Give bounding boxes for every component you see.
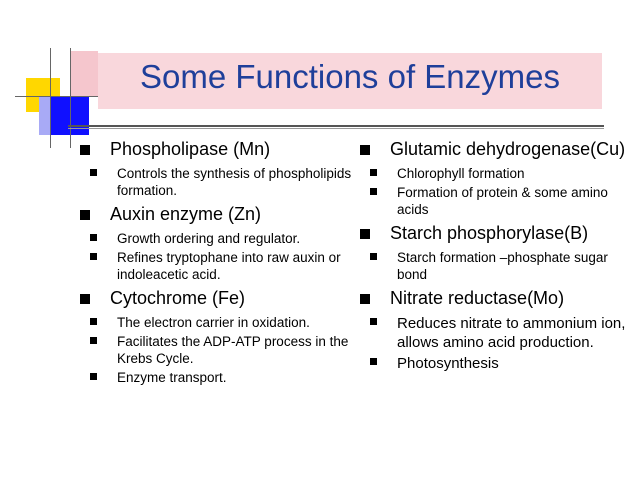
enzyme-function: Photosynthesis [397, 355, 499, 372]
enzyme-heading: Glutamic dehydrogenase(Cu) [390, 139, 626, 159]
enzyme-function: Starch formation –phosphate sugar bond [397, 250, 608, 282]
square-bullet-icon [90, 373, 97, 380]
title-rule [68, 125, 604, 127]
enzyme-function: Refines tryptophane into raw auxin or indoleacetic acid. [117, 250, 341, 282]
enzyme-heading: Cytochrome (Fe) [110, 288, 246, 308]
list-subitem [370, 184, 635, 218]
list-subitem [90, 333, 360, 367]
square-bullet-icon [80, 145, 90, 155]
enzyme-function: Reduces nitrate to ammonium ion, allows amino acid production. [397, 315, 626, 351]
square-bullet-icon [90, 337, 97, 344]
square-bullet-icon [90, 234, 97, 241]
enzyme-heading: Phospholipase (Mn) [110, 139, 271, 159]
enzyme-function: Enzyme transport. [117, 370, 227, 385]
list-subitem [370, 314, 635, 352]
list-subitem [370, 354, 635, 373]
enzyme-heading: Starch phosphorylase(B) [390, 223, 589, 243]
square-bullet-icon [90, 169, 97, 176]
enzyme-function: Controls the synthesis of phospholipids formation. [117, 166, 352, 198]
decor-vertical-line [50, 48, 51, 148]
square-bullet-icon [80, 210, 90, 220]
list-item [360, 287, 635, 310]
list-subitem [90, 230, 360, 247]
slide-title: Some Functions of Enzymes [139, 58, 560, 95]
list-item [80, 138, 360, 161]
square-bullet-icon [360, 229, 370, 239]
enzyme-function: Growth ordering and regulator. [117, 231, 301, 246]
enzyme-function: Chlorophyll formation [397, 166, 525, 181]
list-subitem [370, 165, 635, 182]
list-item [360, 222, 635, 245]
decor-pink-square [70, 51, 98, 97]
square-bullet-icon [370, 253, 377, 260]
enzyme-function: Formation of protein & some amino acids [397, 185, 608, 217]
list-subitem [90, 314, 360, 331]
list-subitem [90, 369, 360, 386]
left-column [80, 138, 360, 388]
list-item [80, 287, 360, 310]
enzyme-function: Facilitates the ADP-ATP process in the Krebs Cycle. [117, 334, 349, 366]
enzyme-heading: Auxin enzyme (Zn) [110, 204, 262, 224]
square-bullet-icon [90, 318, 97, 325]
square-bullet-icon [370, 188, 377, 195]
square-bullet-icon [90, 253, 97, 260]
right-column [360, 138, 635, 375]
square-bullet-icon [80, 294, 90, 304]
list-item [360, 138, 635, 161]
list-subitem [90, 165, 360, 199]
decor-horizontal-line [15, 96, 100, 97]
title-rule-thin [68, 128, 604, 129]
decor-vertical-line-2 [70, 48, 71, 148]
square-bullet-icon [370, 358, 377, 365]
enzyme-function: The electron carrier in oxidation. [117, 315, 310, 330]
list-item [80, 203, 360, 226]
enzyme-heading: Nitrate reductase(Mo) [390, 288, 565, 308]
list-subitem [90, 249, 360, 283]
square-bullet-icon [370, 169, 377, 176]
list-subitem [370, 249, 635, 283]
square-bullet-icon [360, 294, 370, 304]
square-bullet-icon [370, 318, 377, 325]
square-bullet-icon [360, 145, 370, 155]
